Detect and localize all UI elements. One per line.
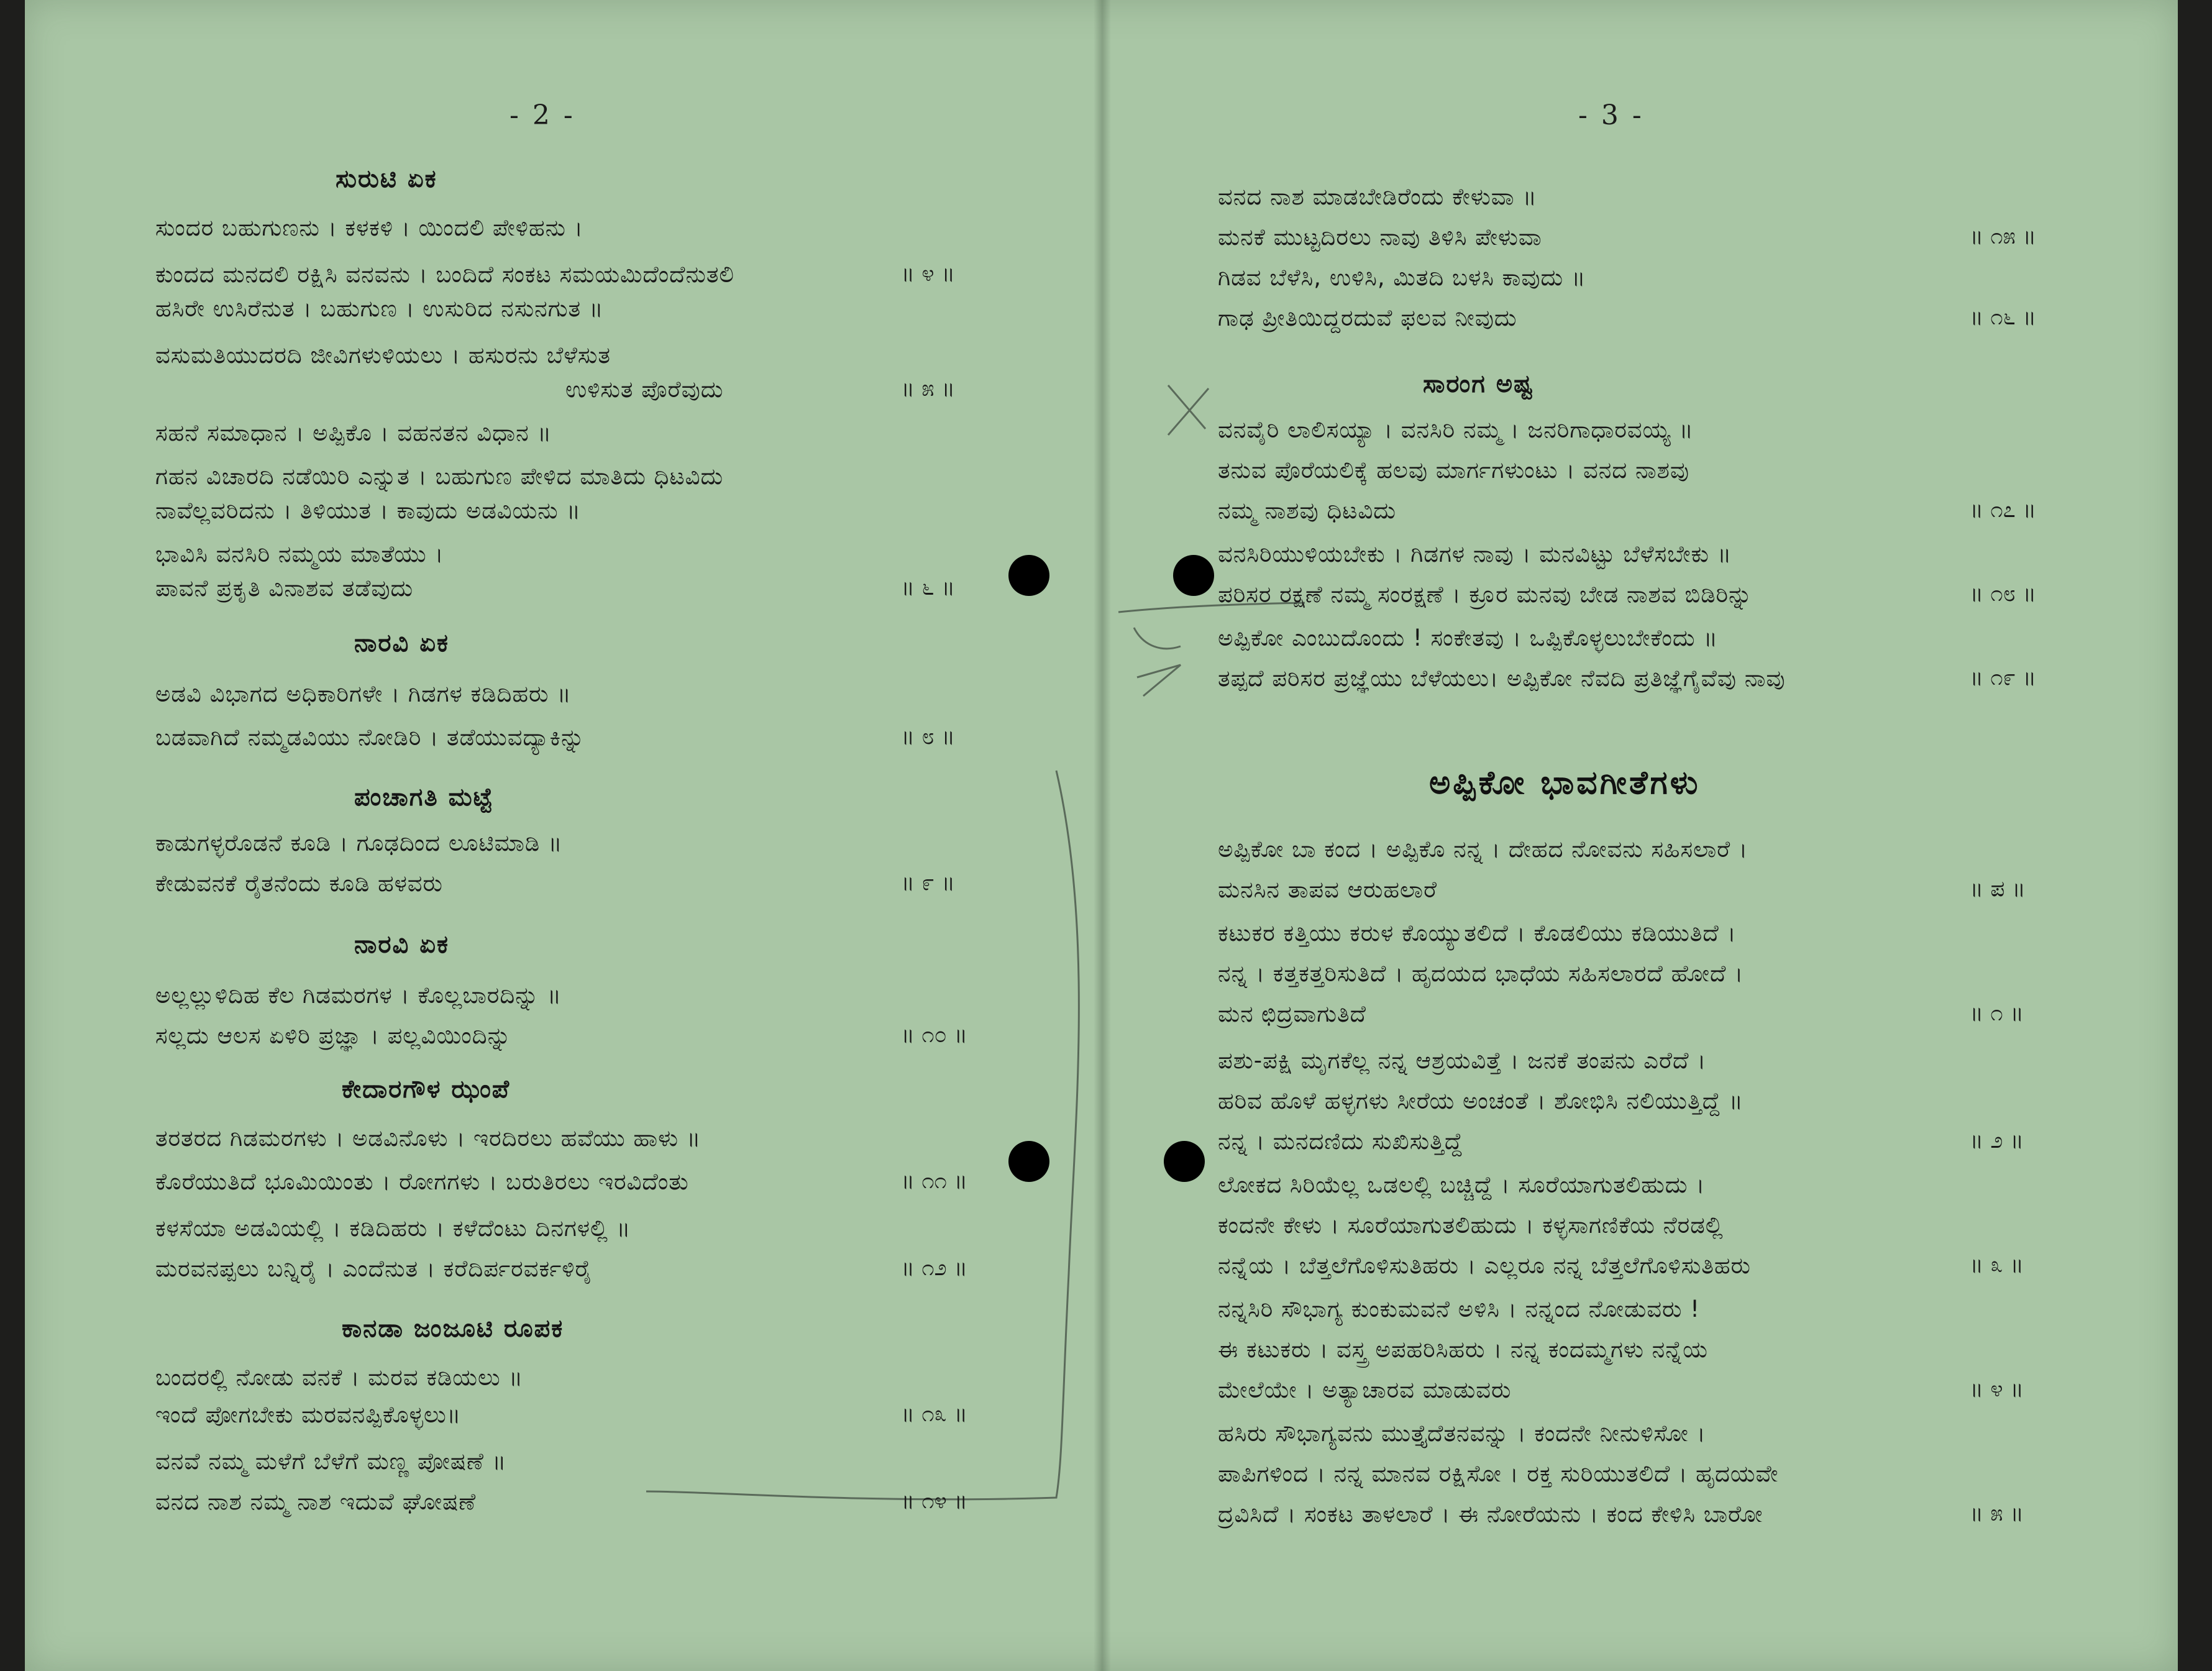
verse-line: ಗಿಡವ ಬೆಳೆಸಿ, ಉಳಿಸಿ, ಮಿತದಿ ಬಳಸಿ ಕಾವುದು ॥	[1218, 264, 1586, 291]
verse-line: ಪಶು-ಪಕ್ಷಿ ಮೃಗಕೆಲ್ಲ ನನ್ನ ಆಶ್ರಯವಿತ್ತೆ । ಜನಕೆ ತಂಪನು ಎರೆದೆ ।	[1218, 1047, 1707, 1074]
verse-number: ॥ ೧೯ ॥	[1970, 665, 2037, 690]
verse-line: ಹಸಿರು ಸೌಭಾಗ್ಯವನು ಮುತ್ತೈದೆತನವನ್ನು । ಕಂದನೇ ನೀನುಳಿಸೋ ।	[1218, 1420, 1706, 1447]
verse-line: ಪಾವನೆ ಪ್ರಕೃತಿ ವಿನಾಶವ ತಡೆವುದು	[155, 575, 414, 602]
verse-line: ಉಳಿಸುತ ಪೊರೆವುದು	[565, 376, 724, 403]
verse-number: ॥ ೪ ॥	[1970, 1376, 2024, 1402]
verse-number: ॥ ೧೧ ॥	[901, 1168, 968, 1194]
verse-line: ಬಂದರಲ್ಲಿ ನೋಡು ವನಕೆ । ಮರವ ಕಡಿಯಲು ॥	[155, 1364, 524, 1391]
section-heading: ಪಂಚಾಗತಿ ಮಟ್ಟೆ	[354, 783, 494, 812]
verse-line: ಕೇಡುವನಕೆ ರೈತನೆಂದು ಕೂಡಿ ಹಳವರು	[155, 870, 443, 897]
verse-line: ಕಟುಕರ ಕತ್ತಿಯು ಕರುಳ ಕೊಯ್ಯುತಲಿದೆ । ಕೊಡಲಿಯು ಕಡಿಯುತಿದೆ ।	[1218, 920, 1737, 946]
verse-line: ಹರಿವ ಹೊಳೆ ಹಳ್ಳಗಳು ಸೀರೆಯ ಅಂಚಂತೆ । ಶೋಭಿಸಿ ನಲಿಯುತ್ತಿದ್ದೆ ॥	[1218, 1087, 1744, 1114]
verse-number: ॥ ೧೩ ॥	[901, 1401, 968, 1427]
verse-line: ಮರವನಪ್ಪಲು ಬನ್ನಿರೈ । ಎಂದೆನುತ । ಕರೆದಿರ್ಪರವರ್ಕಳಿರೈ	[155, 1255, 593, 1282]
verse-number: ॥ ೩ ॥	[1970, 1252, 2024, 1278]
verse-number: ॥ ಪ ॥	[1970, 876, 2026, 902]
verse-line: ವನದ ನಾಶ ಮಾಡಬೇಡಿರೆಂದು ಕೇಳುವಾ ॥	[1218, 183, 1537, 210]
verse-number: ॥ ೨ ॥	[1970, 1128, 2024, 1153]
verse-number: ॥ ೯ ॥	[901, 870, 955, 895]
verse-number: ॥ ೮ ॥	[901, 724, 955, 749]
verse-line: ಸಹನೆ ಸಮಾಧಾನ । ಅಪ್ಪಿಕೊ । ವಹನತನ ವಿಧಾನ ॥	[155, 419, 552, 446]
verse-number: ॥ ೧೫ ॥	[1970, 224, 2037, 249]
verse-line: ವನದ ನಾಶ ನಮ್ಮ ನಾಶ ಇದುವೆ ಘೋಷಣೆ	[155, 1488, 477, 1515]
verse-line: ನನ್ನ । ಕತ್ತಕತ್ತರಿಸುತಿದೆ । ಹೃದಯದ ಭಾಧೆಯ ಸಹಿಸಲಾರದೆ ಹೋದೆ ।	[1218, 960, 1744, 987]
verse-line: ಭಾವಿಸಿ ವನಸಿರಿ ನಮ್ಮಯ ಮಾತೆಯು ।	[155, 541, 444, 567]
verse-line: ಕಂದನೇ ಕೇಳು । ಸೂರೆಯಾಗುತಲಿಹುದು । ಕಳ್ಳಸಾಗಣಿಕೆಯ ನೆರಡಲ್ಲಿ	[1218, 1212, 1724, 1238]
verse-line: ಗಾಢ ಪ್ರೀತಿಯಿದ್ದರದುವೆ ಫಲವ ನೀವುದು	[1218, 304, 1517, 331]
verse-line: ಸುಂದರ ಬಹುಗುಣನು । ಕಳಕಳಿ । ಯಿಂದಲಿ ಪೇಳಿಹನು ।	[155, 214, 583, 241]
verse-number: ॥ ೧೦ ॥	[901, 1022, 968, 1048]
page-number: - 3 -	[1578, 99, 1644, 131]
section-heading: ನಾರವಿ ಏಕ	[354, 930, 450, 959]
section-heading: ಸಾರಂಗ ಅಷ್ಟ	[1423, 370, 1534, 398]
verse-line: ಅಲ್ಲಲ್ಲುಳಿದಿಹ ಕೆಲ ಗಿಡಮರಗಳ । ಕೊಲ್ಲಬಾರದಿನ್ನು ॥	[155, 982, 562, 1009]
verse-line: ಲೋಕದ ಸಿರಿಯೆಲ್ಲ ಒಡಲಲ್ಲಿ ಬಚ್ಚಿದ್ದೆ । ಸೂರೆಯಾಗುತಲಿಹುದು ।	[1218, 1171, 1706, 1198]
verse-line: ವನಸಿರಿಯುಳಿಯಬೇಕು । ಗಿಡಗಳ ನಾವು । ಮನವಿಟ್ಟು ಬೆಳೆಸಬೇಕು ॥	[1218, 541, 1732, 567]
verse-line: ಹಸಿರೇ ಉಸಿರೆನುತ । ಬಹುಗುಣ । ಉಸುರಿದ ನಸುನಗುತ ॥	[155, 295, 604, 322]
verse-line: ನಮ್ಮ ನಾಶವು ಧಿಟವಿದು	[1218, 497, 1396, 524]
punch-hole-2	[1173, 555, 1214, 596]
verse-line: ವನವೈರಿ ಲಾಲಿಸಯ್ಯಾ । ವನಸಿರಿ ನಮ್ಮ । ಜನರಿಗಾಧಾರವಯ್ಯ ॥	[1218, 416, 1694, 443]
verse-line: ಇಂದೆ ಪೋಗಬೇಕು ಮರವನಪ್ಪಿಕೊಳ್ಳಲು॥	[155, 1401, 462, 1428]
verse-number: ॥ ೬ ॥	[901, 575, 955, 600]
verse-line: ಮನಸಿನ ತಾಪವ ಆರುಹಲಾರೆ	[1218, 876, 1438, 903]
verse-line: ತನುವ ಪೊರೆಯಲಿಕ್ಕೆ ಹಲವು ಮಾರ್ಗಗಳುಂಟು । ವನದ ನಾಶವು	[1218, 457, 1690, 483]
verse-line: ಸಲ್ಲದು ಆಲಸ ಏಳಿರಿ ಪ್ರಜ್ಞಾ । ಪಲ್ಲವಿಯಿಂದಿನ್ನು	[155, 1022, 511, 1049]
verse-number: ॥ ೧೮ ॥	[1970, 581, 2037, 607]
verse-line: ಕೊರೆಯುತಿದೆ ಭೂಮಿಯಿಂತು । ರೋಗಗಳು । ಬರುತಿರಲು ಇರವಿದೆಂತು	[155, 1168, 689, 1195]
verse-line: ದ್ರವಿಸಿದೆ । ಸಂಕಟ ತಾಳಲಾರೆ । ಈ ನೋರೆಯನು । ಕಂದ ಕೇಳಿಸಿ ಬಾರೋ	[1218, 1501, 1763, 1527]
verse-line: ಮನಕೆ ಮುಟ್ಟದಿರಲು ನಾವು ತಿಳಿಸಿ ಪೇಳುವಾ	[1218, 224, 1542, 250]
verse-line: ನನ್ನಸಿರಿ ಸೌಭಾಗ್ಯ ಕುಂಕುಮವನೆ ಅಳಿಸಿ । ನನ್ನಂದ ನೋಡುವರು !	[1218, 1296, 1700, 1322]
verse-line: ಅಡವಿ ವಿಭಾಗದ ಅಧಿಕಾರಿಗಳೇ । ಗಿಡಗಳ ಕಡಿದಿಹರು ॥	[155, 680, 572, 707]
verse-line: ಈ ಕಟುಕರು । ವಸ್ತ್ರ ಅಪಹರಿಸಿಹರು । ನನ್ನ ಕಂದಮ್ಮಗಳು ನನ್ನೆಯ	[1218, 1336, 1708, 1363]
verse-line: ಪರಿಸರ ರಕ್ಷಣೆ ನಮ್ಮ ಸಂರಕ್ಷಣೆ । ಕ್ರೂರ ಮನವು ಬೇಡ ನಾಶವ ಬಿಡಿರಿನ್ನು	[1218, 581, 1753, 608]
verse-line: ಕುಂದದ ಮನದಲಿ ರಕ್ಷಿಸಿ ವನವನು । ಬಂದಿದೆ ಸಂಕಟ ಸಮಯಮಿದೆಂದೆನುತಲಿ	[155, 261, 734, 288]
section-heading: ಕಾನಡಾ ಜಂಜೂಟಿ ರೂಪಕ	[342, 1314, 564, 1343]
verse-number: ॥ ೧೭ ॥	[1970, 497, 2037, 523]
center-fold	[1094, 0, 1111, 1671]
verse-line: ಮನ ಛಿದ್ರವಾಗುತಿದೆ	[1218, 1000, 1366, 1027]
section-heading: ಕೇದಾರಗೌಳ ಝಂಪೆ	[342, 1075, 511, 1104]
verse-line: ತರತರದ ಗಿಡಮರಗಳು । ಅಡವಿನೊಳು । ಇರದಿರಲು ಹವೆಯು ಹಾಳು ॥	[155, 1125, 702, 1151]
verse-number: ॥ ೪ ॥	[901, 261, 955, 286]
punch-hole-3	[1008, 1141, 1049, 1182]
verse-line: ಅಪ್ಪಿಕೋ ಎಂಬುದೊಂದು ! ಸಂಕೇತವು । ಒಪ್ಪಿಕೊಳ್ಳಲುಬೇಕೆಂದು ॥	[1218, 625, 1718, 651]
section-heading: ನಾರವಿ ಏಕ	[354, 629, 450, 657]
verse-line: ಬಡವಾಗಿದೆ ನಮ್ಮಡವಿಯು ನೋಡಿರಿ । ತಡೆಯುವದ್ಯಾಕಿನ್ನು	[155, 724, 585, 751]
verse-number: ॥ ೫ ॥	[901, 376, 955, 401]
verse-line: ವನವೆ ನಮ್ಮ ಮಳೆಗೆ ಬೆಳೆಗೆ ಮಣ್ಣ ಪೋಷಣೆ ॥	[155, 1448, 507, 1475]
verse-line: ವಸುಮತಿಯುದರದಿ ಜೀವಿಗಳುಳಿಯಲು । ಹಸುರನು ಬೆಳೆಸುತ	[155, 342, 611, 369]
verse-number: ॥ ೫ ॥	[1970, 1501, 2024, 1526]
verse-number: ॥ ೧೪ ॥	[901, 1488, 968, 1514]
left-page	[155, 0, 994, 1671]
punch-hole-4	[1164, 1141, 1205, 1182]
verse-line: ಗಹನ ವಿಚಾರದಿ ನಡೆಯಿರಿ ಎನ್ನುತ । ಬಹುಗುಣ ಪೇಳಿದ ಮಾತಿದು ಧಿಟವಿದು	[155, 463, 724, 490]
verse-number: ॥ ೧೨ ॥	[901, 1255, 968, 1281]
verse-line: ಕಾಡುಗಳ್ಳರೊಡನೆ ಕೂಡಿ । ಗೂಢದಿಂದ ಲೂಟಿಮಾಡಿ ॥	[155, 830, 563, 856]
verse-line: ಮೇಲೆಯೇ । ಅತ್ಯಾಚಾರವ ಮಾಡುವರು	[1218, 1376, 1512, 1403]
verse-line: ನನ್ನ । ಮನದಣಿದು ಸುಖಿಸುತ್ತಿದ್ದೆ	[1218, 1128, 1463, 1155]
verse-line: ಅಪ್ಪಿಕೋ ಬಾ ಕಂದ । ಅಪ್ಪಿಕೊ ನನ್ನ । ದೇಹದ ನೋವನು ಸಹಿಸಲಾರೆ ।	[1218, 836, 1748, 863]
section-heading: ಸುರುಟಿ ಏಕ	[336, 165, 437, 193]
verse-line: ನಾವೆಲ್ಲವರಿದನು । ತಿಳಿಯುತ । ಕಾವುದು ಅಡವಿಯನು ॥	[155, 497, 581, 524]
verse-number: ॥ ೧ ॥	[1970, 1000, 2024, 1026]
page-number: - 2 -	[510, 99, 575, 131]
verse-line: ತಪ್ಪದೆ ಪರಿಸರ ಪ್ರಜ್ಞೆಯು ಬೆಳೆಯಲು। ಅಪ್ಪಿಕೋ ನೆವದಿ ಪ್ರತಿಜ್ಞೆಗೈವೆವು ನಾವು	[1218, 665, 1786, 692]
verse-number: ॥ ೧೬ ॥	[1970, 304, 2037, 330]
verse-line: ಪಾಪಿಗಳಿಂದ । ನನ್ನ ಮಾನವ ರಕ್ಷಿಸೋ । ರಕ್ತ ಸುರಿಯುತಲಿದೆ । ಹೃದಯವೇ	[1218, 1460, 1779, 1487]
punch-hole-1	[1008, 555, 1049, 596]
verse-line: ಕಳಸೆಯಾ ಅಡವಿಯಲ್ಲಿ । ಕಡಿದಿಹರು । ಕಳೆದೆಂಟು ದಿನಗಳಲ್ಲಿ ॥	[155, 1215, 631, 1242]
section-title: ಅಪ್ಪಿಕೋ ಭಾವಗೀತೆಗಳು	[1429, 764, 1701, 802]
right-page	[1218, 0, 2069, 1671]
verse-line: ನನ್ನೆಯ । ಬೆತ್ತಲೆಗೊಳಿಸುತಿಹರು । ಎಲ್ಲರೂ ನನ್ನ ಬೆತ್ತಲೆಗೊಳಿಸುತಿಹರು	[1218, 1252, 1751, 1279]
